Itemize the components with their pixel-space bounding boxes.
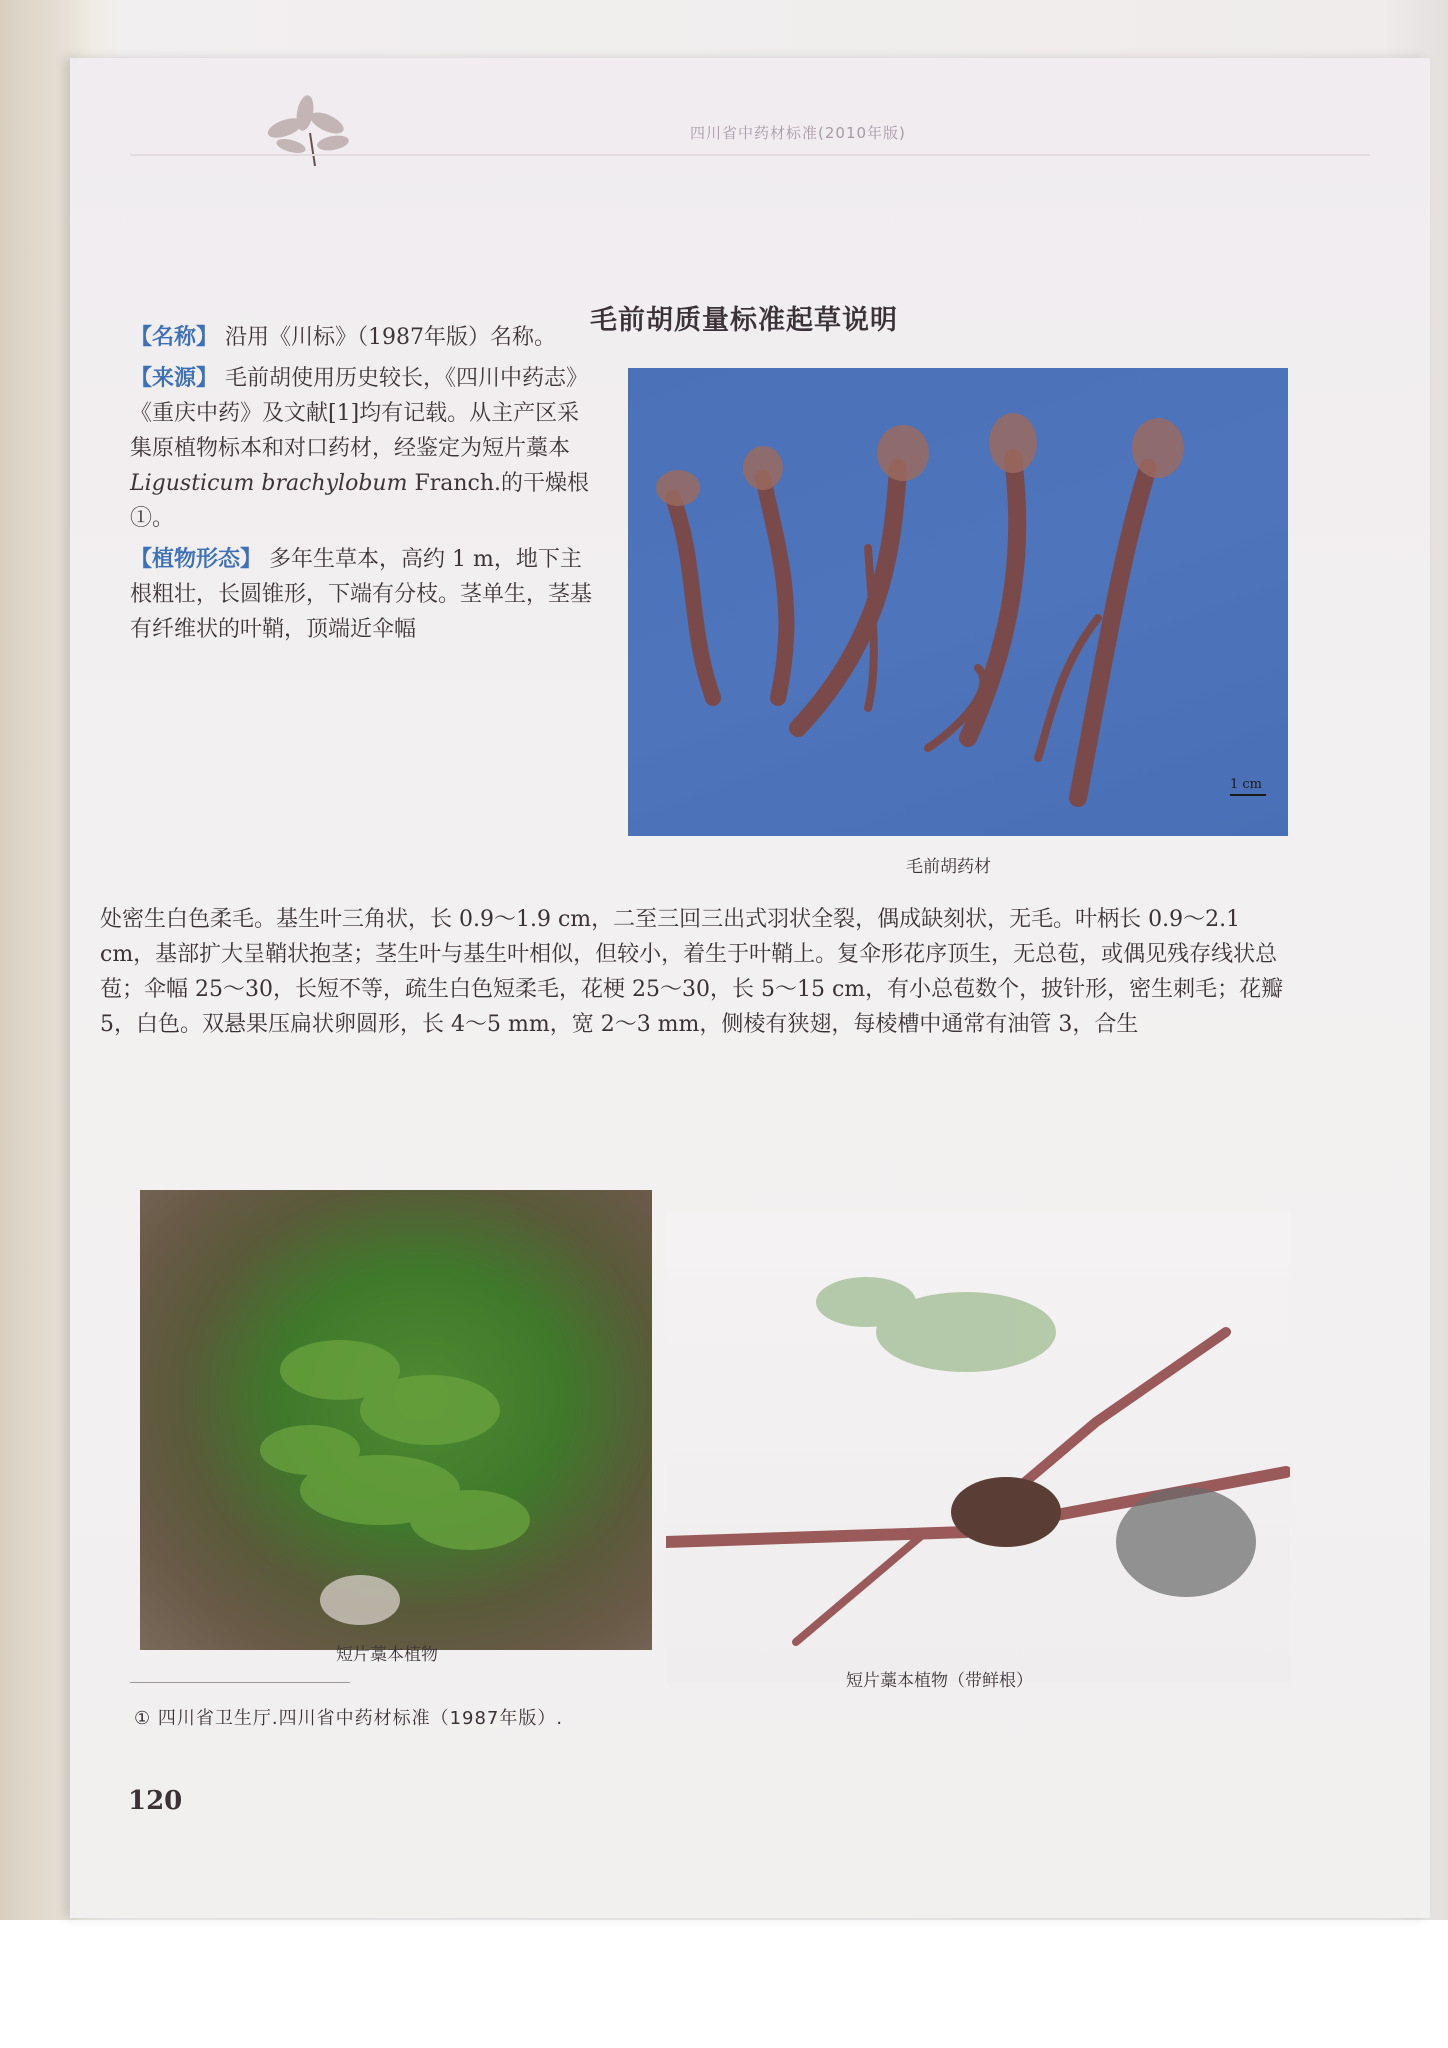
running-head: 四川省中药材标准(2010年版)	[690, 124, 906, 142]
source-latin-name: Ligusticum brachylobum	[130, 471, 408, 496]
roots-photo	[628, 368, 1288, 836]
article-title: 毛前胡质量标准起草说明	[590, 305, 898, 336]
name-keyword: 【名称】	[130, 325, 219, 350]
plant-photo	[140, 1190, 652, 1650]
source-keyword: 【来源】	[130, 366, 219, 391]
name-paragraph	[130, 320, 600, 355]
footnote-rule	[130, 1682, 350, 1683]
morphology-keyword: 【植物形态】	[130, 547, 263, 572]
plant-illustration	[140, 1190, 652, 1650]
plant-caption: 短片藁本植物	[336, 1645, 438, 1665]
scale-bar-label: 1 cm	[1230, 777, 1266, 796]
header-rule	[130, 154, 1370, 156]
morphology-text: 多年生草本，高约 1 m，地下主根粗壮，长圆锥形，下端有分枝。茎单生，茎基有纤维状的叶鞘，顶端近伞幅	[130, 547, 593, 642]
source-text-2: Franch.的干燥根①。	[130, 471, 590, 531]
plant-root-illustration	[666, 1212, 1290, 1682]
plant-root-caption: 短片藁本植物（带鲜根）	[846, 1671, 1033, 1691]
source-paragraph	[130, 361, 600, 536]
plant-with-root-photo	[666, 1212, 1290, 1682]
page-number: 120	[128, 1786, 183, 1816]
body-paragraph: 处密生白色柔毛。基生叶三角状，长 0.9～1.9 cm，二至三回三出式羽状全裂，偶成缺刻状，无毛。叶柄长 0.9～2.1 cm，基部扩大呈鞘状抱茎；茎生叶与基生叶相似，但较小，着生于叶鞘上。复伞形花序顶生，无总苞，或偶见残存线状总苞；伞幅 25～30，长短不等，疏生白色短柔毛，花梗 25～30，长 5～15 cm，有小总苞数个，披针形，密生刺毛；花瓣 5，白色。双悬果压扁状卵圆形，长 4～5 mm，宽 2～3 mm，侧棱有狭翅，每棱槽中通常有油管 3，合生	[100, 907, 1284, 1037]
side-text-column	[130, 320, 600, 653]
roots-illustration	[628, 368, 1288, 836]
footnote: ① 四川省卫生厅.四川省中药材标准（1987年版）.	[134, 1708, 564, 1729]
morphology-paragraph	[130, 542, 600, 647]
source-text-1: 毛前胡使用历史较长，《四川中药志》《重庆中药》及文献[1]均有记载。从主产区采集原植物标本和对口药材，经鉴定为短片藁本	[130, 366, 589, 461]
roots-caption: 毛前胡药材	[906, 857, 991, 877]
leaf-logo-icon	[255, 88, 365, 168]
name-text: 沿用《川标》（1987年版）名称。	[225, 325, 557, 350]
